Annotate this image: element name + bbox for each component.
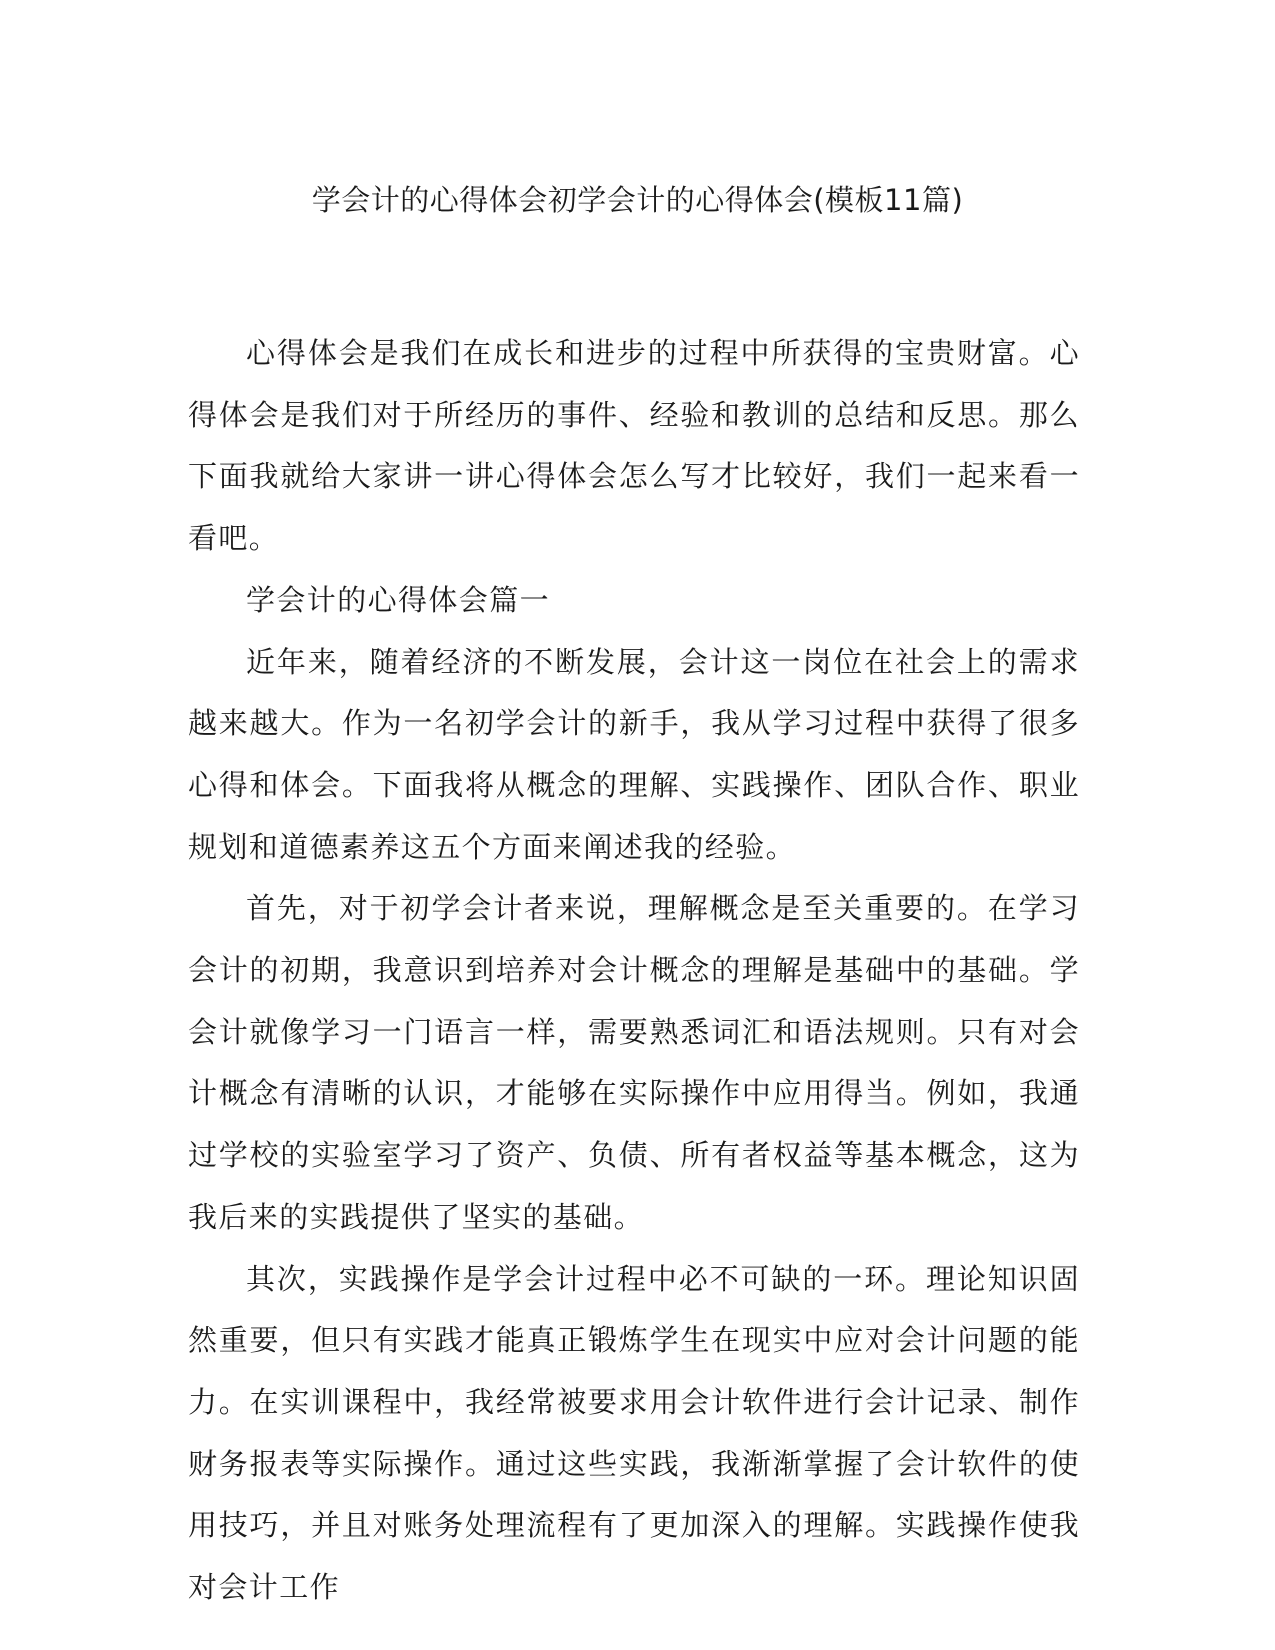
document-title: 学会计的心得体会初学会计的心得体会(模板11篇) [311, 183, 964, 217]
paragraph-intro: 心得体会是我们在成长和进步的过程中所获得的宝贵财富。心得体会是我们对于所经历的事件、经验和教训的总结和反思。那么下面我就给大家讲一讲心得体会怎么写才比较好，我们一起来看一看吧。 [188, 336, 1080, 556]
paragraph: 其次，实践操作是学会计过程中必不可缺的一环。理论知识固然重要，但只有实践才能真正锻炼学生在现实中应对会计问题的能力。在实训课程中，我经常被要求用会计软件进行会计记录、制作财务报表等实际操作。通过这些实践，我渐渐掌握了会计软件的使用技巧，并且对账务处理流程有了更加深入的理解。实践操作使我对会计工作 [188, 1261, 1080, 1605]
paragraph: 近年来，随着经济的不断发展，会计这一岗位在社会上的需求越来越大。作为一名初学会计的新手，我从学习过程中获得了很多心得和体会。下面我将从概念的理解、实践操作、团队合作、职业规划和道德素养这五个方面来阐述我的经验。 [188, 644, 1080, 864]
paragraph: 首先，对于初学会计者来说，理解概念是至关重要的。在学习会计的初期，我意识到培养对会计概念的理解是基础中的基础。学会计就像学习一门语言一样，需要熟悉词汇和语法规则。只有对会计概念有清晰的认识，才能够在实际操作中应用得当。例如，我通过学校的实验室学习了资产、负债、所有者权益等基本概念，这为我后来的实践提供了坚实的基础。 [188, 891, 1080, 1234]
document-body [188, 323, 1080, 1619]
section-heading: 学会计的心得体会篇一 [246, 582, 551, 617]
